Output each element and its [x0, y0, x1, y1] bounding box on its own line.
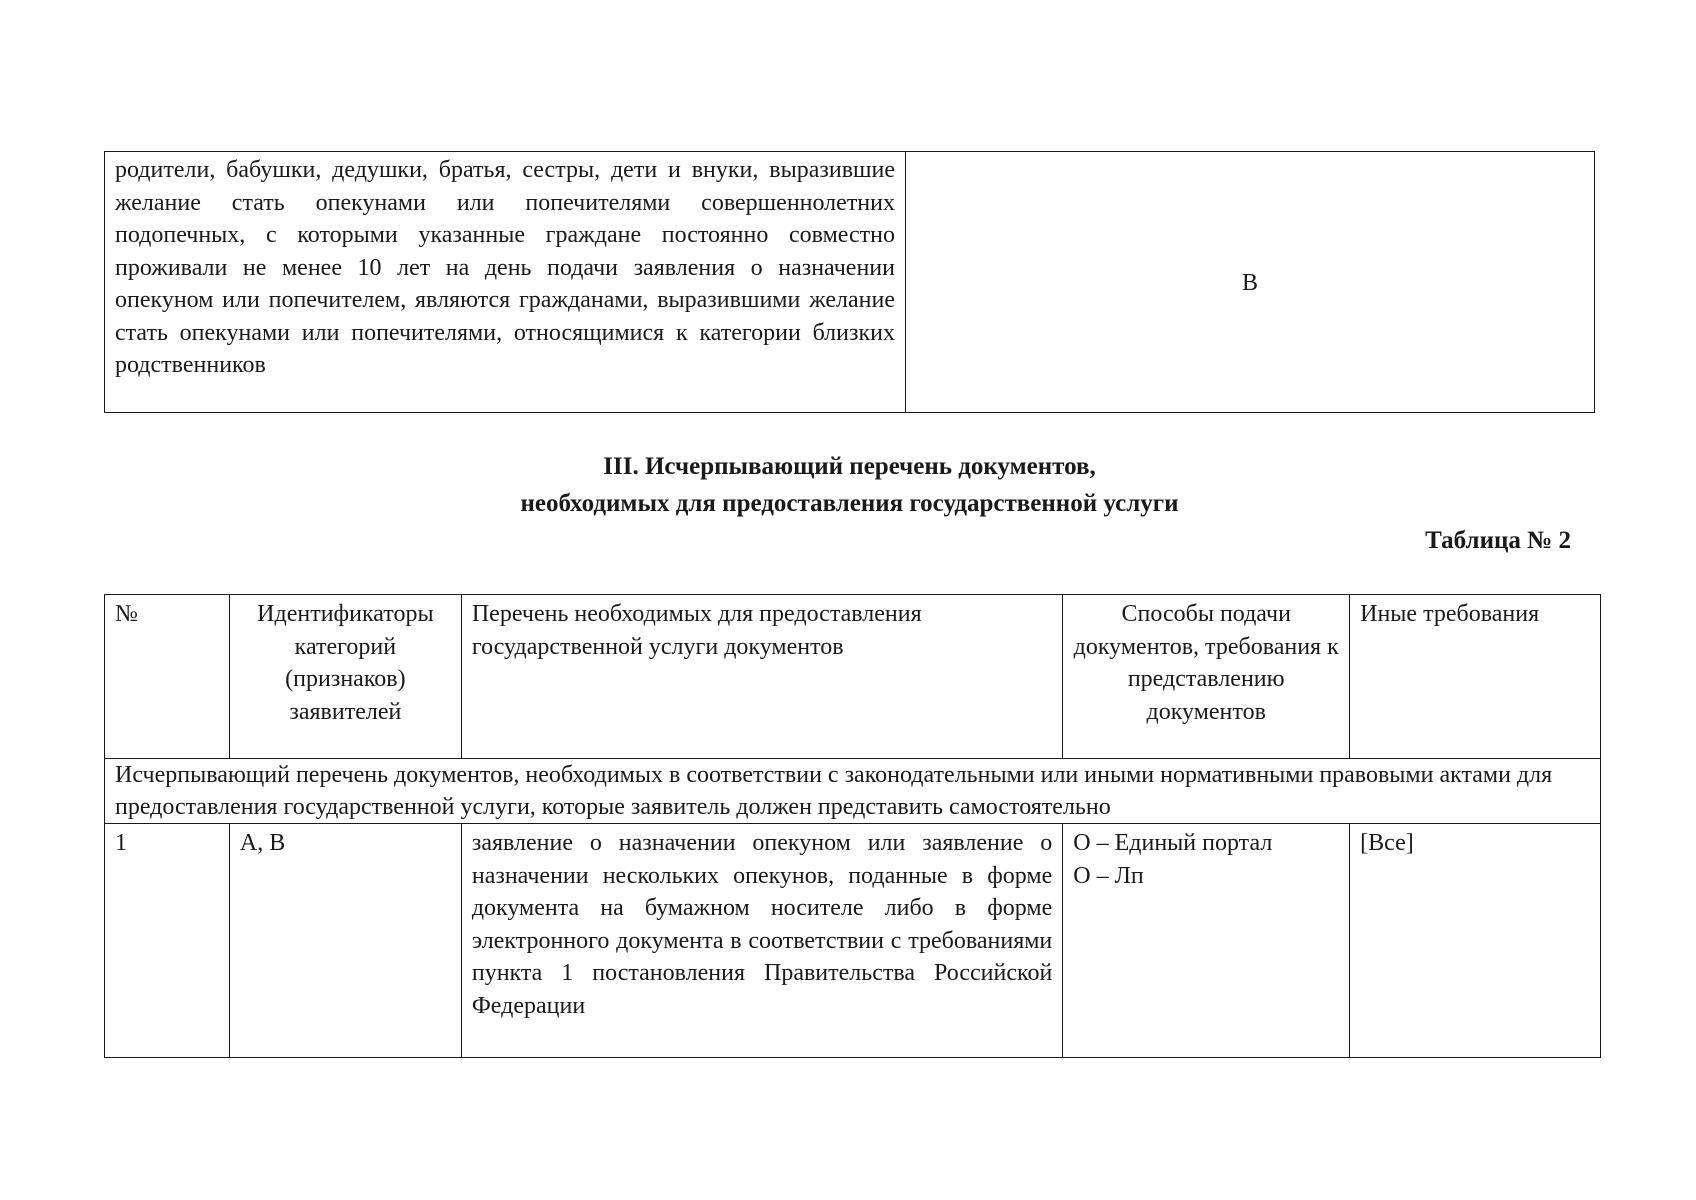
section-title-line-2: необходимых для предоставления государственной услуги [520, 490, 1179, 517]
submission-method: О – Единый портал [1073, 830, 1273, 856]
section-row-text: Исчерпывающий перечень документов, необходимых в соответствии с законодательными или иными нормативными правовыми актами для предоставления государственной услуги, которые заявитель должен представить самостоятельно [105, 759, 1601, 824]
row-submission [1063, 824, 1350, 1058]
table-row [105, 152, 1595, 413]
table-row [105, 824, 1601, 1058]
header-documents: Перечень необходимых для предоставления государственной услуги документов [461, 595, 1062, 759]
section-title-line-1: III. Исчерпывающий перечень документов, [603, 453, 1096, 480]
documents-table [104, 594, 1601, 1058]
header-number: № [105, 595, 230, 759]
header-other-requirements: Иные требования [1350, 595, 1601, 759]
category-description-cell: родители, бабушки, дедушки, братья, сестры, дети и внуки, выразившие желание стать опекунами или попечителями совершеннолетних подопечных, с которыми указанные граждане постоянно совместно проживали не менее 10 лет на день подачи заявления о назначении опекуном или попечителем, являются гражданами, выразившими желание стать опекунами или попечителями, относящимися к категории близких родственников [105, 152, 906, 413]
continuation-table [104, 151, 1595, 413]
row-number: 1 [105, 824, 230, 1058]
section-title [104, 448, 1595, 522]
header-identifiers: Идентификаторы категорий (признаков) заявителей [229, 595, 461, 759]
submission-method: О – Лп [1073, 862, 1144, 889]
row-documents: заявление о назначении опекуном или заявление о назначении нескольких опекунов, поданные в форме документа на бумажном носителе либо в форме электронного документа в соответствии с требованиями пункта 1 постановления Правительства Российской Федерации [461, 824, 1062, 1058]
row-other-requirements: [Все] [1350, 824, 1601, 1058]
category-identifier-cell: В [906, 152, 1595, 413]
table-section-row [105, 759, 1601, 824]
row-identifiers: А, В [229, 824, 461, 1058]
header-submission: Способы подачи документов, требования к представлению документов [1063, 595, 1350, 759]
table-number-label: Таблица № 2 [1425, 527, 1571, 554]
table-header-row [105, 595, 1601, 759]
